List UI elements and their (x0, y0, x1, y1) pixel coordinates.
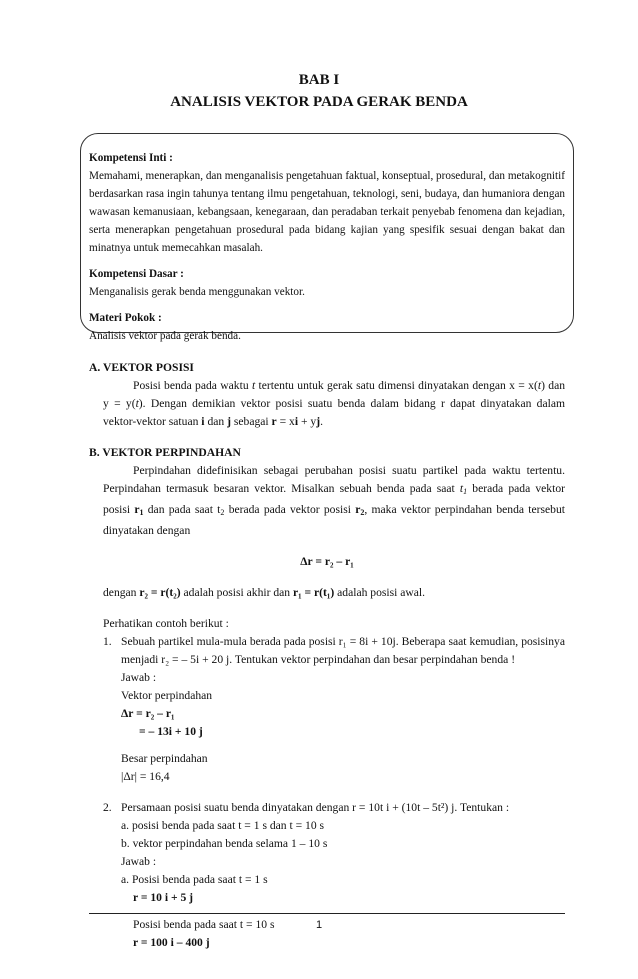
section-b-paragraph: Perpindahan didefinisikan sebagai perubahan posisi suatu partikel pada waktu tertentu. Perpindahan termasuk besaran vektor. Misalkan sebuah benda pada saat t1 berada pada vektor posisi r1 dan pada saat t2 berada pada vektor posisi r2, maka vektor perpindahan benda tersebut dinyatakan dengan (103, 464, 565, 537)
example-2-a-eq: r = 10 i + 5 j (133, 891, 194, 904)
example-1-eq3: |Δr| = 16,4 (121, 770, 170, 783)
section-a-paragraph: Posisi benda pada waktu t tertentu untuk gerak satu dimensi dinyatakan dengan x = x(t) dan y = y(t). Dengan demikian vektor posisi suatu benda dalam bidang r dapat dinyatakan dalam vektor-vektor satuan i dan j sebagai r = xi + yj. (103, 379, 566, 428)
competency-content (89, 149, 565, 345)
examples-intro: Perhatikan contoh berikut : (103, 617, 229, 630)
example-2-question: Persamaan posisi suatu benda dinyatakan dengan r = 10t i + (10t – 5t²) j. Tentukan : (121, 801, 510, 814)
example-2-b: b. vektor perpindahan benda selama 1 – 10 s (121, 837, 328, 850)
example-2-a2: Posisi benda pada saat t = 10 s (133, 918, 275, 931)
kd-text: Menganalisis gerak benda menggunakan vektor. (89, 286, 305, 298)
ki-text: Memahami, menerapkan, dan menganalisis pengetahuan faktual, konseptual, prosedural, dan metakognitif berdasarkan rasa ingin tahunya tentang ilmu pengetahuan, teknologi, seni, budaya, dan humaniora dengan wawasan kemanusiaan, kebangsaan, kenegaraan, dan peradaban terkait penyebab fenomena dan kejadian, serta menerapkan pengetahuan prosedural pada bidang kajian yang spesifik sesuai dengan bakat dan minatnya untuk memecahkan masalah. (89, 170, 565, 254)
example-2-jawab: Jawab : (121, 855, 157, 868)
example-1-eq2: = – 13i + 10 j (139, 725, 203, 738)
displacement-equation: Δr = r₂ – r₁ (300, 555, 354, 568)
kd-heading: Kompetensi Dasar : (89, 268, 184, 280)
mp-text: Analisis vektor pada gerak benda. (89, 330, 241, 342)
example-1-jawab: Jawab : (121, 671, 157, 684)
example-1-vp-label: Vektor perpindahan (121, 689, 213, 702)
chapter-title: ANALISIS VEKTOR PADA GERAK BENDA (170, 94, 468, 110)
main-content (89, 359, 565, 952)
mp-heading: Materi Pokok : (89, 312, 162, 324)
example-2-a: a. posisi benda pada saat t = 1 s dan t = 10 s (121, 819, 325, 832)
section-a-heading: A. VEKTOR POSISI (89, 361, 194, 374)
example-2-a-answer: a. Posisi benda pada saat t = 1 s (121, 873, 268, 886)
example-1-bp-label: Besar perpindahan (121, 752, 208, 765)
example-1: 1. Sebuah partikel mula-mula berada pada posisi r₁ = 8i + 10j. Beberapa saat kemudian, posisinya menjadi r₂ = – 5i + 20 j. Tentukan vektor perpindahan dan besar perpindahan benda ! Jawab : Vektor perpindahan Δr = r₂ – r₁ = – 13i + 10 j Besar perpindahan |Δr| = 16,4 (89, 633, 565, 786)
section-b-heading: B. VEKTOR PERPINDAHAN (89, 446, 241, 459)
example-2-a2-eq: r = 100 i – 400 j (133, 936, 210, 949)
page-number: 1 (315, 919, 323, 931)
footer-divider (89, 913, 565, 914)
equation-explanation: dengan r₂ = r(t₂) adalah posisi akhir dan r₁ = r(t₁) adalah posisi awal. (103, 586, 426, 599)
example-2: 2. Persamaan posisi suatu benda dinyatakan dengan r = 10t i + (10t – 5t²) j. Tentukan : a. posisi benda pada saat t = 1 s dan t = 10 s b. vektor perpindahan benda selama 1 – 10 s Jawab : a. Posisi benda pada saat t = 1 s r = 10 i + 5 j Posisi benda pada saat t = 10 s r = 100 i – 400 j (89, 799, 565, 952)
example-1-eq1: Δr = r₂ – r₁ (121, 707, 175, 720)
example-1-question: Sebuah partikel mula-mula berada pada posisi r₁ = 8i + 10j. Beberapa saat kemudian, posisinya menjadi r₂ = – 5i + 20 j. Tentukan vektor perpindahan dan besar perpindahan benda ! (121, 635, 565, 666)
chapter-number: BAB I (298, 72, 340, 88)
ki-heading: Kompetensi Inti : (89, 152, 173, 164)
